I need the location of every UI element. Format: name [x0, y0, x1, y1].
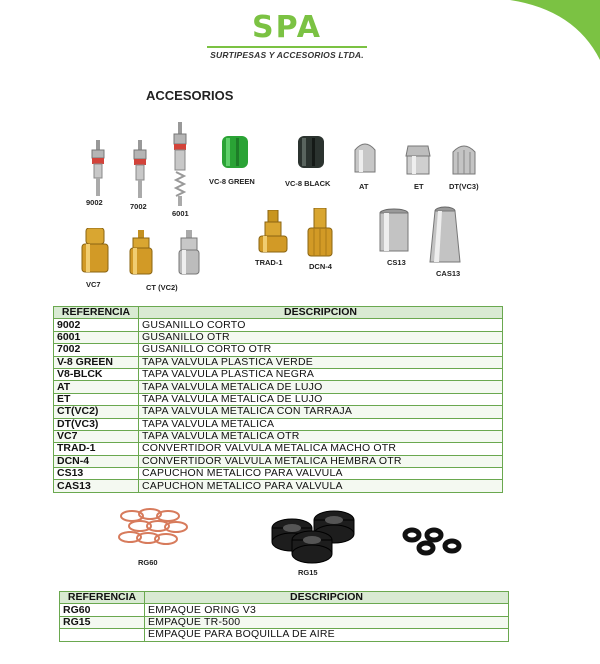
product-label: DT(VC3): [449, 182, 479, 191]
description-cell: GUSANILLO CORTO: [139, 319, 503, 331]
description-cell: EMPAQUE TR-500: [145, 616, 509, 628]
table-row: [54, 406, 503, 418]
chrome-cap-et-image: [404, 144, 432, 178]
valve-core-6001-image: [168, 122, 192, 206]
table-row: [60, 604, 509, 616]
product-label: 7002: [130, 202, 147, 211]
table-row: [54, 455, 503, 467]
description-cell: TAPA VALVULA METALICA DE LUJO: [139, 393, 503, 405]
product-label: VC-8 GREEN: [209, 177, 255, 186]
description-cell: TAPA VALVULA METALICA DE LUJO: [139, 381, 503, 393]
green-cap-image: [220, 134, 250, 170]
product-label: VC7: [86, 280, 101, 289]
table-row: [60, 616, 509, 628]
description-cell: CAPUCHON METALICO PARA VALVULA: [139, 480, 503, 492]
corner-decoration: [480, 0, 600, 90]
product-label: RG60: [138, 558, 158, 567]
chrome-cap-ct-image: [176, 230, 202, 276]
company-logo: [207, 12, 367, 60]
description-cell: CAPUCHON METALICO PARA VALVULA: [139, 468, 503, 480]
table-header-row: [60, 592, 509, 604]
product-label: 6001: [172, 209, 189, 218]
table-row: [54, 331, 503, 343]
brass-adapter-trad1-image: [256, 210, 290, 254]
gasket-rg15-image: [268, 506, 360, 566]
table-row: [54, 319, 503, 331]
column-header: REFERENCIA: [60, 592, 145, 604]
description-cell: CONVERTIDOR VALVULA METALICA HEMBRA OTR: [139, 455, 503, 467]
product-label: ET: [414, 182, 424, 191]
column-header: DESCRIPCION: [145, 592, 509, 604]
rubber-washers-image: [400, 526, 464, 558]
product-label: CAS13: [436, 269, 461, 278]
oring-rg60-image: [112, 506, 192, 554]
description-cell: EMPAQUE ORING V3: [145, 604, 509, 616]
reference-cell: VC7: [54, 430, 139, 442]
product-label: AT: [359, 182, 369, 191]
product-label: DCN-4: [309, 262, 332, 271]
reference-cell: DCN-4: [54, 455, 139, 467]
logo-text: SPA: [251, 10, 323, 45]
reference-cell: DT(VC3): [54, 418, 139, 430]
description-cell: GUSANILLO CORTO OTR: [139, 344, 503, 356]
table-row: [54, 381, 503, 393]
logo-rule: [207, 46, 367, 48]
reference-cell: V-8 GREEN: [54, 356, 139, 368]
table-row: [54, 418, 503, 430]
reference-cell: V8-BLCK: [54, 368, 139, 380]
brass-cap-vc7-image: [80, 228, 110, 276]
chrome-sleeve-cs13-image: [378, 208, 410, 256]
brass-adapter-dcn4-image: [304, 208, 336, 258]
valve-core-9002-image: [86, 140, 110, 198]
product-label: 9002: [86, 198, 103, 207]
table-row: [54, 368, 503, 380]
chrome-sleeve-cas13-image: [428, 206, 462, 266]
product-label: CS13: [387, 258, 406, 267]
column-header: DESCRIPCION: [139, 307, 503, 319]
column-header: REFERENCIA: [54, 307, 139, 319]
table-row: [54, 443, 503, 455]
reference-cell: 7002: [54, 344, 139, 356]
product-label: TRAD-1: [255, 258, 283, 267]
table-row: [60, 629, 509, 641]
product-label: RG15: [298, 568, 318, 577]
brass-cap-ct-image: [128, 230, 154, 276]
reference-cell: RG15: [60, 616, 145, 628]
description-cell: TAPA VALVULA PLASTICA NEGRA: [139, 368, 503, 380]
reference-cell: 9002: [54, 319, 139, 331]
accessories-table: [53, 306, 503, 493]
chrome-cap-dt-image: [450, 142, 478, 178]
description-cell: TAPA VALVULA METALICA OTR: [139, 430, 503, 442]
reference-cell: TRAD-1: [54, 443, 139, 455]
reference-cell: ET: [54, 393, 139, 405]
reference-cell: 6001: [54, 331, 139, 343]
chrome-cap-at-image: [352, 140, 378, 176]
description-cell: TAPA VALVULA METALICA: [139, 418, 503, 430]
reference-cell: CT(VC2): [54, 406, 139, 418]
table-row: [54, 393, 503, 405]
black-cap-image: [296, 134, 326, 170]
reference-cell: [60, 629, 145, 641]
table-row: [54, 356, 503, 368]
reference-cell: CAS13: [54, 480, 139, 492]
product-label: CT (VC2): [146, 283, 178, 292]
valve-core-7002-image: [128, 140, 152, 200]
table-row: [54, 480, 503, 492]
gaskets-table: [59, 591, 509, 642]
reference-cell: AT: [54, 381, 139, 393]
description-cell: GUSANILLO OTR: [139, 331, 503, 343]
reference-cell: CS13: [54, 468, 139, 480]
table-row: [54, 430, 503, 442]
reference-cell: RG60: [60, 604, 145, 616]
table-row: [54, 344, 503, 356]
product-label: VC-8 BLACK: [285, 179, 331, 188]
section-title: ACCESORIOS: [146, 88, 234, 103]
description-cell: CONVERTIDOR VALVULA METALICA MACHO OTR: [139, 443, 503, 455]
description-cell: TAPA VALVULA PLASTICA VERDE: [139, 356, 503, 368]
description-cell: EMPAQUE PARA BOQUILLA DE AIRE: [145, 629, 509, 641]
table-row: [54, 468, 503, 480]
company-name: SURTIPESAS Y ACCESORIOS LTDA.: [210, 50, 364, 60]
table-header-row: [54, 307, 503, 319]
description-cell: TAPA VALVULA METALICA CON TARRAJA: [139, 406, 503, 418]
